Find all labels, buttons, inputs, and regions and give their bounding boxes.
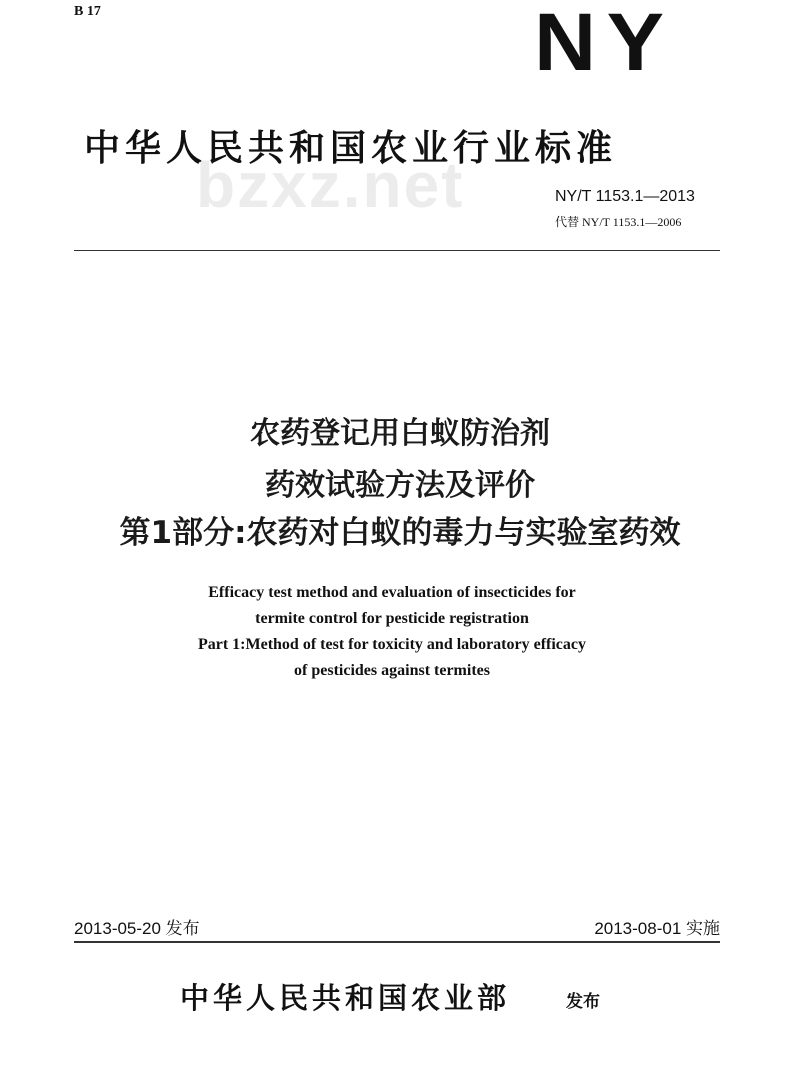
publisher: 中华人民共和国农业部 (180, 981, 511, 1015)
classification-code: B 17 (74, 4, 101, 19)
ny-logo: NY (534, 0, 675, 88)
cn-title-line-3: 第1部分:农药对白蚁的毒力与实验室药效 (119, 515, 681, 551)
watermark: bzxz.net (196, 149, 465, 221)
en-title-line-4: of pesticides against termites (294, 662, 490, 679)
publish-label: 发布 (566, 992, 600, 1012)
replaces-note: 代替 NY/T 1153.1—2006 (555, 215, 682, 229)
standard-title: 中华人民共和国农业行业标准 (84, 128, 618, 169)
implementation-date: 2013-08-01 实施 (594, 919, 720, 938)
header-divider (74, 250, 720, 251)
en-title-line-2: termite control for pesticide registration (255, 610, 529, 627)
footer-divider (74, 941, 720, 943)
standard-code: NY/T 1153.1—2013 (555, 188, 695, 205)
cn-title-line-1: 农药登记用白蚁防治剂 (250, 416, 550, 451)
en-title-line-1: Efficacy test method and evaluation of insecticides for (208, 584, 576, 601)
en-title-line-3: Part 1:Method of test for toxicity and laboratory efficacy (197, 636, 587, 653)
issue-date: 2013-05-20 发布 (74, 919, 200, 938)
cn-title-line-2: 药效试验方法及评价 (265, 468, 535, 503)
